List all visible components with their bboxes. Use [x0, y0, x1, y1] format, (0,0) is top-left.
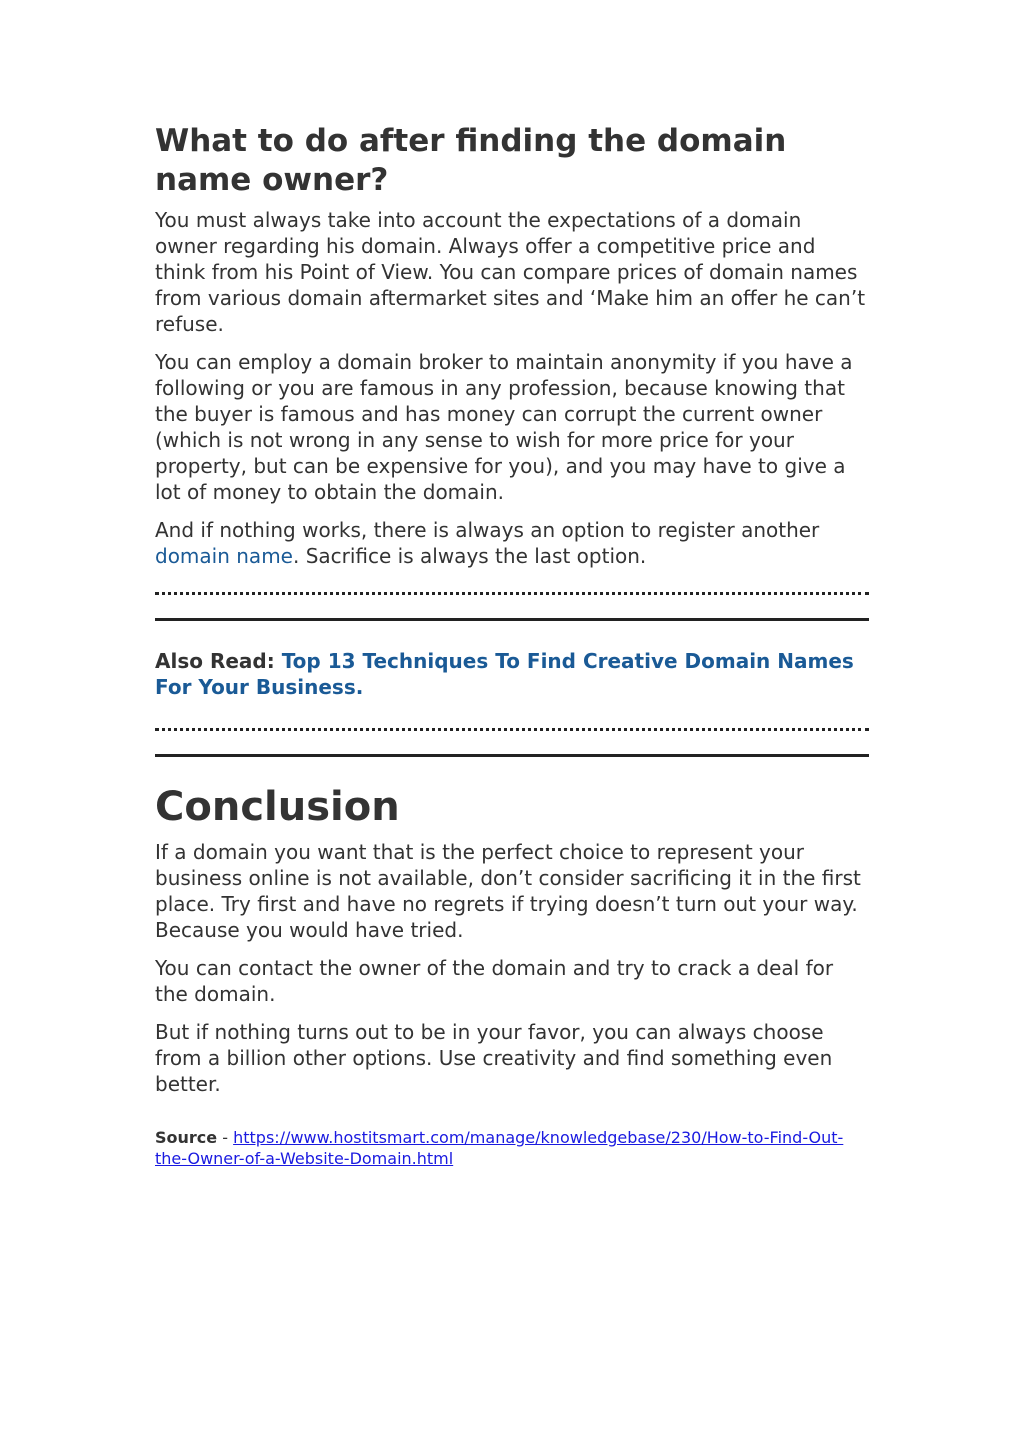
section-heading: What to do after finding the domain name owner?	[155, 123, 787, 198]
also-read-link[interactable]: Top 13 Techniques To Find Creative Domain Names For Your Business.	[155, 649, 854, 699]
conclusion-heading: Conclusion	[155, 784, 400, 830]
also-read-block	[155, 648, 869, 700]
document-page	[155, 122, 869, 1169]
paragraph-register-another	[155, 517, 869, 569]
conclusion-paragraph-3: But if nothing turns out to be in your favor, you can always choose from a billion other options. Use creativity and find something even better.	[155, 1020, 833, 1096]
source-url-link[interactable]: https://www.hostitsmart.com/manage/knowledgebase/230/How-to-Find-Out-the-Owner-of-a-Website-Domain.html	[155, 1128, 844, 1168]
source-label: Source	[155, 1128, 218, 1147]
paragraph-text-end: . Sacrifice is always the last option.	[292, 544, 647, 568]
paragraph-expectations: You must always take into account the expectations of a domain owner regarding his domain. Always offer a competitive price and think from his Point of View. You can compare prices of domain names from various domain aftermarket sites and ‘Make him an offer he can’t refuse.	[155, 208, 866, 336]
paragraph-text-start: And if nothing works, there is always an option to register another	[155, 518, 820, 542]
paragraph-domain-broker: You can employ a domain broker to maintain anonymity if you have a following or you are famous in any profession, because knowing that the buyer is famous and has money can corrupt the current owner (which is not wrong in any sense to wish for more price for your property, but can be expensive for you), and you may have to give a lot of money to obtain the domain.	[155, 350, 853, 504]
source-separator: -	[217, 1128, 234, 1147]
domain-name-link[interactable]: domain name	[155, 544, 293, 568]
source-citation	[155, 1127, 869, 1169]
conclusion-paragraph-2: You can contact the owner of the domain and try to crack a deal for the domain.	[155, 956, 834, 1006]
also-read-label: Also Read:	[155, 649, 275, 673]
conclusion-paragraph-1: If a domain you want that is the perfect choice to represent your business online is not available, don’t consider sacrificing it in the first place. Try first and have no regrets if trying doesn’t turn out your way. Because you would have tried.	[155, 840, 861, 942]
